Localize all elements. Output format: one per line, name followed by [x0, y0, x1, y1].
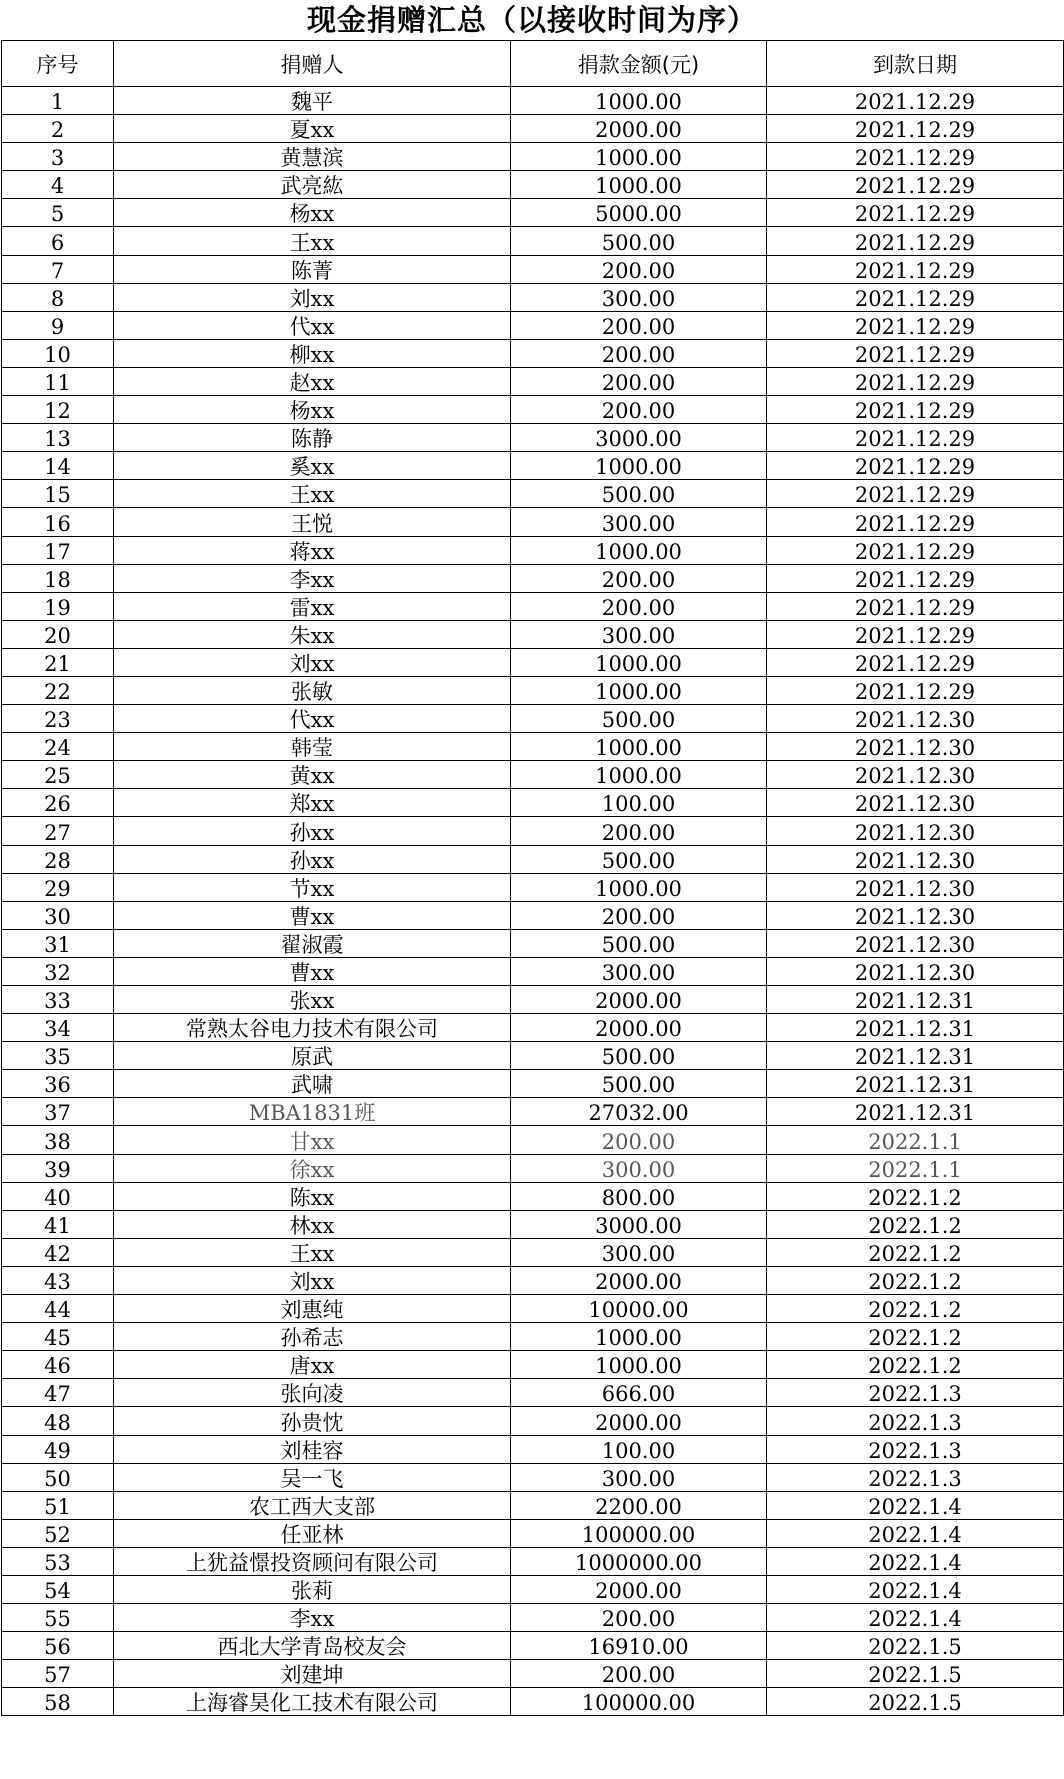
cell-seq: 2 — [2, 115, 114, 143]
cell-seq: 44 — [2, 1295, 114, 1323]
cell-amount: 1000.00 — [511, 536, 767, 564]
cell-donor: MBA1831班 — [114, 1098, 511, 1126]
cell-amount: 300.00 — [511, 957, 767, 985]
cell-date: 2021.12.29 — [767, 255, 1064, 283]
cell-seq: 42 — [2, 1238, 114, 1266]
table-row — [2, 1407, 1064, 1435]
cell-donor: 曹xx — [114, 957, 511, 985]
cell-date: 2021.12.29 — [767, 339, 1064, 367]
header-date: 到款日期 — [767, 41, 1064, 87]
cell-donor: 代xx — [114, 705, 511, 733]
cell-date: 2021.12.29 — [767, 452, 1064, 480]
cell-seq: 52 — [2, 1519, 114, 1547]
cell-date: 2021.12.29 — [767, 367, 1064, 395]
cell-amount: 100000.00 — [511, 1519, 767, 1547]
cell-date: 2021.12.29 — [767, 676, 1064, 704]
table-row — [2, 1210, 1064, 1238]
cell-seq: 17 — [2, 536, 114, 564]
cell-amount: 200.00 — [511, 339, 767, 367]
table-row — [2, 171, 1064, 199]
cell-amount: 2000.00 — [511, 1266, 767, 1294]
table-row — [2, 676, 1064, 704]
cell-donor: 徐xx — [114, 1154, 511, 1182]
cell-date: 2021.12.30 — [767, 929, 1064, 957]
cell-seq: 1 — [2, 87, 114, 115]
cell-donor: 刘建坤 — [114, 1660, 511, 1688]
cell-donor: 韩莹 — [114, 733, 511, 761]
table-body — [2, 87, 1064, 1716]
cell-date: 2021.12.31 — [767, 1098, 1064, 1126]
cell-date: 2021.12.29 — [767, 396, 1064, 424]
cell-amount: 200.00 — [511, 311, 767, 339]
cell-date: 2021.12.30 — [767, 845, 1064, 873]
cell-seq: 39 — [2, 1154, 114, 1182]
cell-date: 2021.12.29 — [767, 564, 1064, 592]
cell-seq: 57 — [2, 1660, 114, 1688]
cell-date: 2022.1.2 — [767, 1266, 1064, 1294]
table-row — [2, 1435, 1064, 1463]
cell-seq: 19 — [2, 592, 114, 620]
cell-date: 2021.12.30 — [767, 817, 1064, 845]
header-amount: 捐款金额(元) — [511, 41, 767, 87]
table-row — [2, 1266, 1064, 1294]
cell-amount: 1000000.00 — [511, 1547, 767, 1575]
cell-date: 2022.1.5 — [767, 1688, 1064, 1716]
cell-donor: 孙xx — [114, 845, 511, 873]
cell-donor: 孙贵忱 — [114, 1407, 511, 1435]
cell-donor: 常熟太谷电力技术有限公司 — [114, 1014, 511, 1042]
table-row — [2, 1575, 1064, 1603]
cell-donor: 农工西大支部 — [114, 1491, 511, 1519]
cell-seq: 25 — [2, 761, 114, 789]
cell-amount: 1000.00 — [511, 873, 767, 901]
cell-donor: 陈xx — [114, 1182, 511, 1210]
cell-donor: 雷xx — [114, 592, 511, 620]
cell-seq: 7 — [2, 255, 114, 283]
cell-date: 2021.12.29 — [767, 199, 1064, 227]
table-row — [2, 396, 1064, 424]
cell-seq: 22 — [2, 676, 114, 704]
cell-seq: 47 — [2, 1379, 114, 1407]
cell-date: 2022.1.2 — [767, 1323, 1064, 1351]
cell-seq: 38 — [2, 1126, 114, 1154]
table-header-row — [2, 41, 1064, 87]
cell-amount: 27032.00 — [511, 1098, 767, 1126]
cell-donor: 蒋xx — [114, 536, 511, 564]
cell-amount: 1000.00 — [511, 87, 767, 115]
cell-seq: 11 — [2, 367, 114, 395]
cell-date: 2022.1.1 — [767, 1154, 1064, 1182]
cell-date: 2021.12.29 — [767, 648, 1064, 676]
cell-donor: 王xx — [114, 480, 511, 508]
cell-amount: 2000.00 — [511, 1575, 767, 1603]
cell-seq: 18 — [2, 564, 114, 592]
cell-date: 2021.12.29 — [767, 115, 1064, 143]
cell-seq: 8 — [2, 283, 114, 311]
cell-donor: 张xx — [114, 986, 511, 1014]
cell-donor: 郑xx — [114, 789, 511, 817]
table-row — [2, 1154, 1064, 1182]
cell-donor: 张向凌 — [114, 1379, 511, 1407]
cell-amount: 300.00 — [511, 1238, 767, 1266]
cell-date: 2021.12.29 — [767, 508, 1064, 536]
cell-date: 2022.1.2 — [767, 1295, 1064, 1323]
cell-seq: 13 — [2, 424, 114, 452]
cell-date: 2021.12.31 — [767, 1042, 1064, 1070]
table-row — [2, 339, 1064, 367]
cell-amount: 200.00 — [511, 817, 767, 845]
cell-amount: 1000.00 — [511, 171, 767, 199]
cell-amount: 300.00 — [511, 1154, 767, 1182]
cell-date: 2021.12.29 — [767, 171, 1064, 199]
cell-seq: 36 — [2, 1070, 114, 1098]
donation-table — [1, 40, 1064, 1716]
cell-amount: 1000.00 — [511, 1323, 767, 1351]
cell-seq: 5 — [2, 199, 114, 227]
cell-amount: 500.00 — [511, 929, 767, 957]
table-row — [2, 564, 1064, 592]
table-row — [2, 1632, 1064, 1660]
table-row — [2, 283, 1064, 311]
table-row — [2, 1463, 1064, 1491]
cell-date: 2022.1.3 — [767, 1379, 1064, 1407]
cell-amount: 666.00 — [511, 1379, 767, 1407]
table-row — [2, 255, 1064, 283]
cell-seq: 48 — [2, 1407, 114, 1435]
cell-donor: 朱xx — [114, 620, 511, 648]
cell-date: 2022.1.4 — [767, 1575, 1064, 1603]
cell-date: 2022.1.3 — [767, 1407, 1064, 1435]
cell-date: 2022.1.2 — [767, 1210, 1064, 1238]
cell-amount: 500.00 — [511, 845, 767, 873]
cell-donor: 柳xx — [114, 339, 511, 367]
cell-seq: 53 — [2, 1547, 114, 1575]
cell-seq: 6 — [2, 227, 114, 255]
cell-seq: 21 — [2, 648, 114, 676]
cell-amount: 10000.00 — [511, 1295, 767, 1323]
cell-donor: 赵xx — [114, 367, 511, 395]
cell-date: 2021.12.31 — [767, 1070, 1064, 1098]
cell-donor: 孙希志 — [114, 1323, 511, 1351]
cell-date: 2022.1.2 — [767, 1351, 1064, 1379]
cell-date: 2022.1.3 — [767, 1463, 1064, 1491]
cell-seq: 23 — [2, 705, 114, 733]
table-row — [2, 1547, 1064, 1575]
cell-donor: 李xx — [114, 564, 511, 592]
cell-donor: 王悦 — [114, 508, 511, 536]
cell-date: 2022.1.5 — [767, 1660, 1064, 1688]
cell-amount: 2000.00 — [511, 1014, 767, 1042]
table-row — [2, 87, 1064, 115]
table-row — [2, 1098, 1064, 1126]
table-row — [2, 873, 1064, 901]
cell-seq: 45 — [2, 1323, 114, 1351]
cell-amount: 300.00 — [511, 620, 767, 648]
table-row — [2, 817, 1064, 845]
cell-seq: 27 — [2, 817, 114, 845]
cell-seq: 43 — [2, 1266, 114, 1294]
cell-amount: 800.00 — [511, 1182, 767, 1210]
cell-date: 2021.12.31 — [767, 1014, 1064, 1042]
cell-date: 2022.1.4 — [767, 1519, 1064, 1547]
cell-date: 2021.12.30 — [767, 789, 1064, 817]
cell-seq: 3 — [2, 143, 114, 171]
table-row — [2, 733, 1064, 761]
cell-seq: 14 — [2, 452, 114, 480]
cell-seq: 10 — [2, 339, 114, 367]
cell-amount: 2000.00 — [511, 115, 767, 143]
cell-donor: 刘xx — [114, 283, 511, 311]
cell-date: 2021.12.29 — [767, 87, 1064, 115]
cell-date: 2021.12.29 — [767, 227, 1064, 255]
cell-donor: 刘xx — [114, 1266, 511, 1294]
table-row — [2, 1351, 1064, 1379]
cell-donor: 王xx — [114, 1238, 511, 1266]
cell-amount: 16910.00 — [511, 1632, 767, 1660]
cell-donor: 奚xx — [114, 452, 511, 480]
cell-donor: 吴一飞 — [114, 1463, 511, 1491]
cell-donor: 孙xx — [114, 817, 511, 845]
cell-date: 2021.12.29 — [767, 592, 1064, 620]
cell-donor: 上犹益憬投资顾问有限公司 — [114, 1547, 511, 1575]
cell-date: 2021.12.29 — [767, 480, 1064, 508]
cell-amount: 200.00 — [511, 592, 767, 620]
cell-seq: 4 — [2, 171, 114, 199]
cell-seq: 35 — [2, 1042, 114, 1070]
cell-amount: 500.00 — [511, 705, 767, 733]
cell-amount: 1000.00 — [511, 733, 767, 761]
cell-seq: 55 — [2, 1604, 114, 1632]
cell-seq: 32 — [2, 957, 114, 985]
cell-seq: 41 — [2, 1210, 114, 1238]
cell-amount: 200.00 — [511, 255, 767, 283]
cell-amount: 100.00 — [511, 789, 767, 817]
table-row — [2, 1491, 1064, 1519]
cell-seq: 24 — [2, 733, 114, 761]
cell-donor: 节xx — [114, 873, 511, 901]
cell-donor: 杨xx — [114, 396, 511, 424]
cell-donor: 黄xx — [114, 761, 511, 789]
cell-date: 2022.1.2 — [767, 1238, 1064, 1266]
cell-amount: 200.00 — [511, 1604, 767, 1632]
cell-seq: 33 — [2, 986, 114, 1014]
table-row — [2, 1379, 1064, 1407]
cell-donor: 西北大学青岛校友会 — [114, 1632, 511, 1660]
table-row — [2, 1238, 1064, 1266]
table-row — [2, 143, 1064, 171]
cell-seq: 37 — [2, 1098, 114, 1126]
table-row — [2, 592, 1064, 620]
cell-donor: 陈菁 — [114, 255, 511, 283]
cell-date: 2021.12.29 — [767, 536, 1064, 564]
cell-donor: 刘桂容 — [114, 1435, 511, 1463]
cell-donor: 张敏 — [114, 676, 511, 704]
table-row — [2, 1295, 1064, 1323]
cell-date: 2022.1.1 — [767, 1126, 1064, 1154]
table-row — [2, 1042, 1064, 1070]
cell-donor: 任亚林 — [114, 1519, 511, 1547]
cell-date: 2022.1.5 — [767, 1632, 1064, 1660]
cell-donor: 林xx — [114, 1210, 511, 1238]
cell-donor: 李xx — [114, 1604, 511, 1632]
cell-date: 2021.12.29 — [767, 311, 1064, 339]
table-row — [2, 367, 1064, 395]
cell-amount: 200.00 — [511, 564, 767, 592]
table-row — [2, 957, 1064, 985]
cell-seq: 49 — [2, 1435, 114, 1463]
cell-date: 2022.1.4 — [767, 1491, 1064, 1519]
table-row — [2, 1688, 1064, 1716]
cell-seq: 51 — [2, 1491, 114, 1519]
cell-date: 2022.1.3 — [767, 1435, 1064, 1463]
table-row — [2, 1323, 1064, 1351]
table-row — [2, 705, 1064, 733]
cell-seq: 30 — [2, 901, 114, 929]
cell-date: 2021.12.30 — [767, 733, 1064, 761]
cell-amount: 1000.00 — [511, 1351, 767, 1379]
cell-date: 2021.12.29 — [767, 424, 1064, 452]
table-row — [2, 199, 1064, 227]
cell-amount: 100.00 — [511, 1435, 767, 1463]
cell-date: 2021.12.29 — [767, 143, 1064, 171]
cell-seq: 29 — [2, 873, 114, 901]
cell-donor: 魏平 — [114, 87, 511, 115]
cell-seq: 15 — [2, 480, 114, 508]
cell-amount: 200.00 — [511, 1126, 767, 1154]
cell-donor: 王xx — [114, 227, 511, 255]
cell-amount: 5000.00 — [511, 199, 767, 227]
cell-seq: 16 — [2, 508, 114, 536]
cell-seq: 46 — [2, 1351, 114, 1379]
cell-date: 2022.1.4 — [767, 1604, 1064, 1632]
cell-donor: 翟淑霞 — [114, 929, 511, 957]
cell-donor: 杨xx — [114, 199, 511, 227]
cell-date: 2021.12.30 — [767, 901, 1064, 929]
cell-donor: 黄慧滨 — [114, 143, 511, 171]
table-row — [2, 901, 1064, 929]
cell-donor: 原武 — [114, 1042, 511, 1070]
table-row — [2, 1519, 1064, 1547]
table-row — [2, 424, 1064, 452]
cell-amount: 3000.00 — [511, 424, 767, 452]
cell-amount: 3000.00 — [511, 1210, 767, 1238]
cell-seq: 56 — [2, 1632, 114, 1660]
table-row — [2, 536, 1064, 564]
cell-amount: 200.00 — [511, 367, 767, 395]
cell-donor: 夏xx — [114, 115, 511, 143]
cell-donor: 上海睿昊化工技术有限公司 — [114, 1688, 511, 1716]
cell-date: 2022.1.4 — [767, 1547, 1064, 1575]
cell-amount: 1000.00 — [511, 676, 767, 704]
cell-seq: 12 — [2, 396, 114, 424]
page-title: 现金捐赠汇总（以接收时间为序） — [306, 3, 757, 37]
cell-donor: 唐xx — [114, 1351, 511, 1379]
cell-seq: 40 — [2, 1182, 114, 1210]
cell-seq: 28 — [2, 845, 114, 873]
table-row — [2, 1070, 1064, 1098]
table-row — [2, 227, 1064, 255]
cell-amount: 500.00 — [511, 1042, 767, 1070]
cell-amount: 300.00 — [511, 283, 767, 311]
cell-date: 2021.12.29 — [767, 283, 1064, 311]
cell-amount: 100000.00 — [511, 1688, 767, 1716]
cell-date: 2022.1.2 — [767, 1182, 1064, 1210]
cell-amount: 1000.00 — [511, 143, 767, 171]
cell-amount: 500.00 — [511, 1070, 767, 1098]
cell-date: 2021.12.30 — [767, 873, 1064, 901]
cell-donor: 武啸 — [114, 1070, 511, 1098]
cell-seq: 31 — [2, 929, 114, 957]
cell-amount: 200.00 — [511, 1660, 767, 1688]
header-donor: 捐赠人 — [114, 41, 511, 87]
cell-date: 2021.12.29 — [767, 620, 1064, 648]
cell-amount: 2000.00 — [511, 986, 767, 1014]
cell-seq: 50 — [2, 1463, 114, 1491]
cell-seq: 9 — [2, 311, 114, 339]
cell-amount: 2000.00 — [511, 1407, 767, 1435]
cell-amount: 1000.00 — [511, 761, 767, 789]
cell-seq: 26 — [2, 789, 114, 817]
table-row — [2, 789, 1064, 817]
cell-donor: 刘xx — [114, 648, 511, 676]
table-row — [2, 115, 1064, 143]
table-row — [2, 1604, 1064, 1632]
cell-donor: 张莉 — [114, 1575, 511, 1603]
table-row — [2, 1014, 1064, 1042]
cell-amount: 200.00 — [511, 901, 767, 929]
cell-amount: 1000.00 — [511, 648, 767, 676]
cell-donor: 陈静 — [114, 424, 511, 452]
table-row — [2, 1126, 1064, 1154]
cell-seq: 54 — [2, 1575, 114, 1603]
cell-amount: 1000.00 — [511, 452, 767, 480]
table-row — [2, 986, 1064, 1014]
cell-date: 2021.12.30 — [767, 761, 1064, 789]
table-row — [2, 1182, 1064, 1210]
cell-amount: 2200.00 — [511, 1491, 767, 1519]
table-row — [2, 508, 1064, 536]
table-row — [2, 620, 1064, 648]
cell-amount: 500.00 — [511, 480, 767, 508]
cell-date: 2021.12.31 — [767, 986, 1064, 1014]
cell-date: 2021.12.30 — [767, 957, 1064, 985]
cell-amount: 500.00 — [511, 227, 767, 255]
cell-donor: 代xx — [114, 311, 511, 339]
cell-donor: 曹xx — [114, 901, 511, 929]
table-row — [2, 480, 1064, 508]
cell-date: 2021.12.30 — [767, 705, 1064, 733]
table-row — [2, 452, 1064, 480]
table-row — [2, 761, 1064, 789]
cell-seq: 58 — [2, 1688, 114, 1716]
header-seq: 序号 — [2, 41, 114, 87]
cell-donor: 甘xx — [114, 1126, 511, 1154]
cell-seq: 20 — [2, 620, 114, 648]
table-row — [2, 311, 1064, 339]
table-row — [2, 648, 1064, 676]
cell-seq: 34 — [2, 1014, 114, 1042]
table-row — [2, 929, 1064, 957]
cell-amount: 200.00 — [511, 396, 767, 424]
table-row — [2, 845, 1064, 873]
cell-donor: 武亮紘 — [114, 171, 511, 199]
cell-donor: 刘惠纯 — [114, 1295, 511, 1323]
table-row — [2, 1660, 1064, 1688]
cell-amount: 300.00 — [511, 508, 767, 536]
cell-amount: 300.00 — [511, 1463, 767, 1491]
